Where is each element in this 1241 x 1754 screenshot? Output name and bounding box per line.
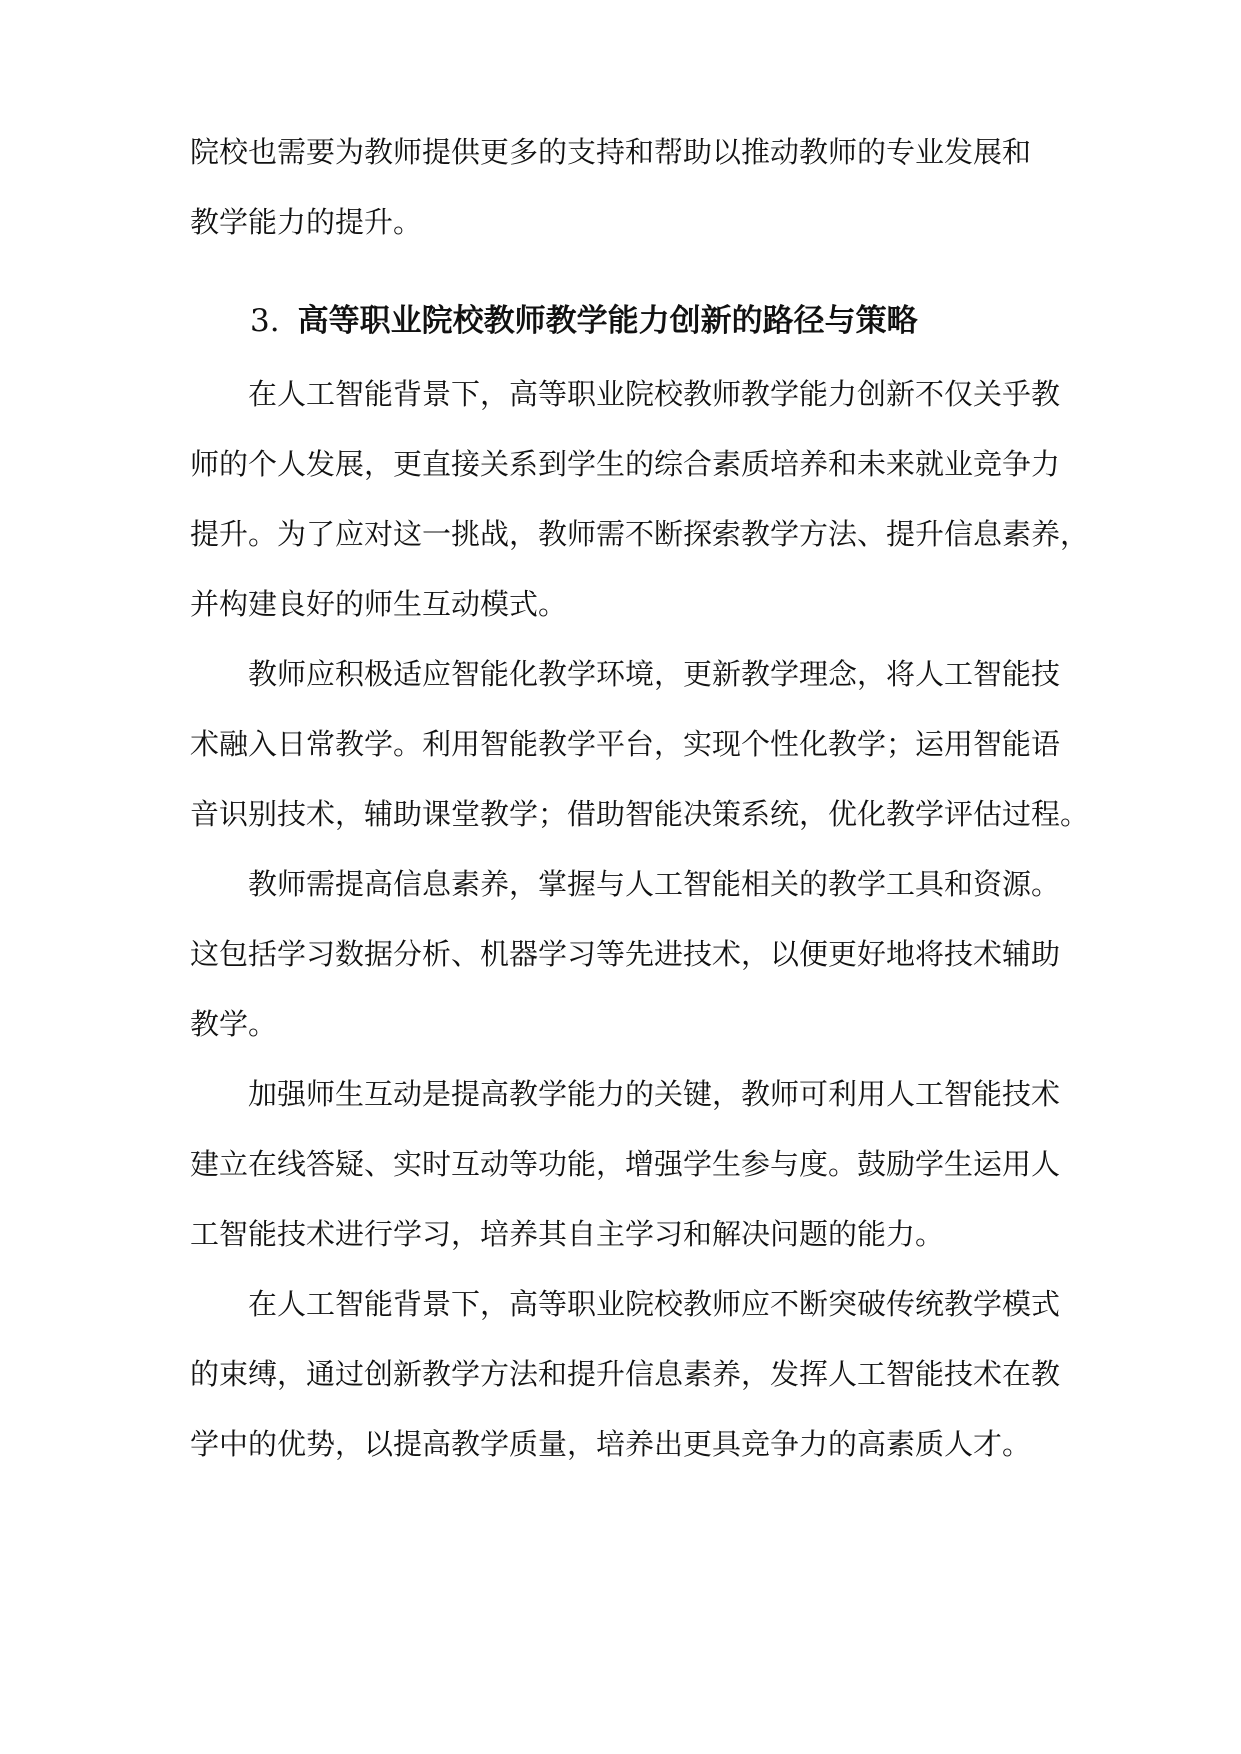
paragraph-1-line-3: 提升。为了应对这一挑战，教师需不断探索教学方法、提升信息素养， xyxy=(190,517,1090,551)
paragraph-4-line-2: 建立在线答疑、实时互动等功能，增强学生参与度。鼓励学生运用人 xyxy=(190,1147,1061,1181)
paragraph-1-line-2: 师的个人发展，更直接关系到学生的综合素质培养和未来就业竞争力 xyxy=(190,447,1061,481)
paragraph-4-line-1: 加强师生互动是提高教学能力的关键，教师可利用人工智能技术 xyxy=(248,1077,1061,1111)
paragraph-3-line-3: 教学。 xyxy=(190,1007,278,1041)
paragraph-2-line-3: 音识别技术，辅助课堂教学；借助智能决策系统，优化教学评估过程。 xyxy=(190,797,1090,831)
section-title: 高等职业院校教师教学能力创新的路径与策略 xyxy=(297,303,918,339)
intro-line-2: 教学能力的提升。 xyxy=(190,205,423,239)
section-number: 3. xyxy=(250,303,280,339)
paragraph-4-line-3: 工智能技术进行学习，培养其自主学习和解决问题的能力。 xyxy=(190,1217,945,1251)
paragraph-5-line-3: 学中的优势，以提高教学质量，培养出更具竞争力的高素质人才。 xyxy=(190,1427,1032,1461)
section-heading xyxy=(250,300,1070,342)
intro-line-1: 院校也需要为教师提供更多的支持和帮助以推动教师的专业发展和 xyxy=(190,135,1032,169)
paragraph-2-line-1: 教师应积极适应智能化教学环境，更新教学理念，将人工智能技 xyxy=(248,657,1061,691)
paragraph-3-line-2: 这包括学习数据分析、机器学习等先进技术，以便更好地将技术辅助 xyxy=(190,937,1061,971)
paragraph-5-line-2: 的束缚，通过创新教学方法和提升信息素养，发挥人工智能技术在教 xyxy=(190,1357,1061,1391)
paragraph-1-line-4: 并构建良好的师生互动模式。 xyxy=(190,587,568,621)
paragraph-5-line-1: 在人工智能背景下，高等职业院校教师应不断突破传统教学模式 xyxy=(248,1287,1061,1321)
paragraph-1-line-1: 在人工智能背景下，高等职业院校教师教学能力创新不仅关乎教 xyxy=(248,377,1061,411)
paragraph-3-line-1: 教师需提高信息素养，掌握与人工智能相关的教学工具和资源。 xyxy=(248,867,1061,901)
paragraph-2-line-2: 术融入日常教学。利用智能教学平台，实现个性化教学；运用智能语 xyxy=(190,727,1061,761)
